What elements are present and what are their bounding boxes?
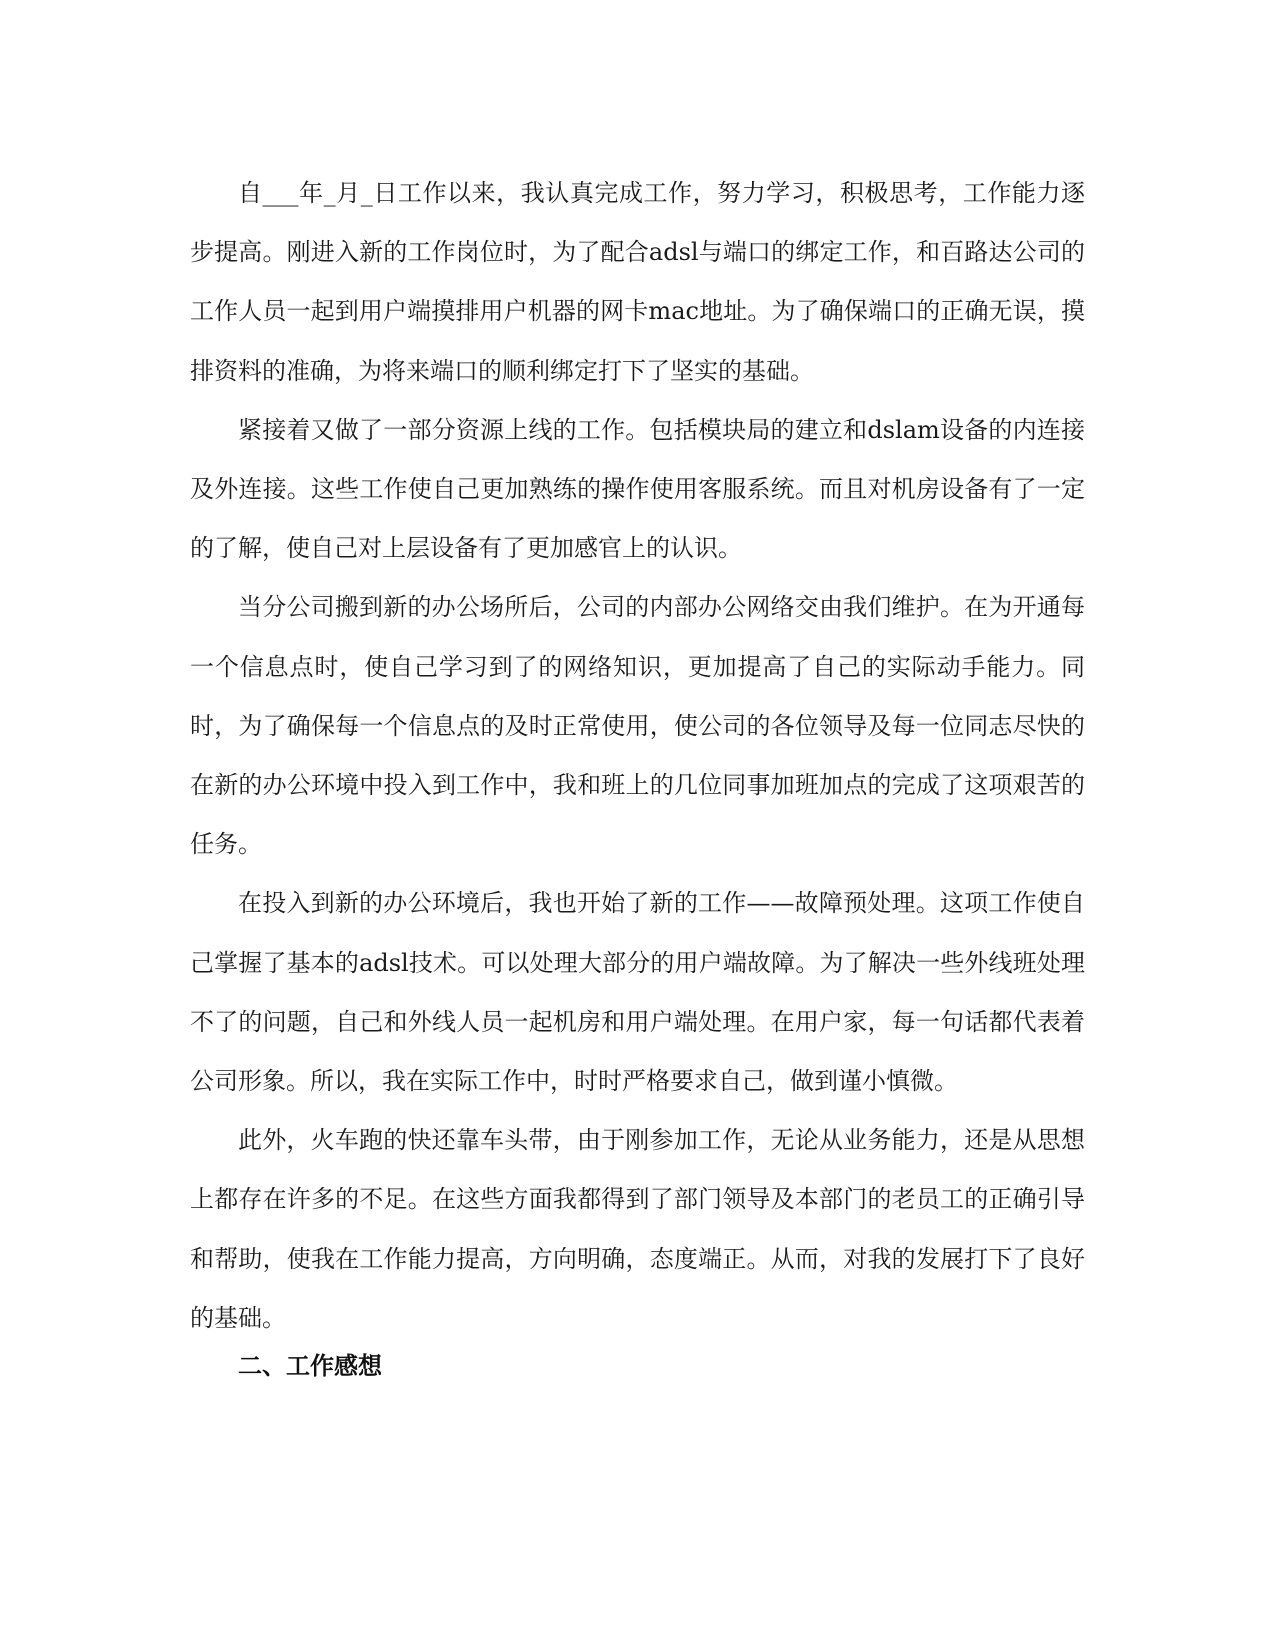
paragraph-2: 紧接着又做了一部分资源上线的工作。包括模块局的建立和dslam设备的内连接及外连接。这些工作使自己更加熟练的操作使用客服系统。而且对机房设备有了一定的了解，使自己对上层设备有了更加感官上的认识。 (190, 415, 1085, 563)
paragraph-3: 当分公司搬到新的办公场所后，公司的内部办公网络交由我们维护。在为开通每一个信息点时，使自己学习到了的网络知识，更加提高了自己的实际动手能力。同时，为了确保每一个信息点的及时正常使用，使公司的各位领导及每一位同志尽快的在新的办公环境中投入到工作中，我和班上的几位同事加班加点的完成了这项艰苦的任务。 (190, 593, 1085, 859)
section-heading: 二、工作感想 (238, 1352, 382, 1380)
paragraph-5: 此外，火车跑的快还靠车头带，由于刚参加工作，无论从业务能力，还是从思想上都存在许多的不足。在这些方面我都得到了部门领导及本部门的老员工的正确引导和帮助，使我在工作能力提高，方向明确，态度端正。从而，对我的发展打下了良好的基础。 (190, 1126, 1085, 1332)
document-body (190, 164, 1085, 1348)
paragraph-1: 自___年_月_日工作以来，我认真完成工作，努力学习，积极思考，工作能力逐步提高。刚进入新的工作岗位时，为了配合adsl与端口的绑定工作，和百路达公司的工作人员一起到用户端摸排用户机器的网卡mac地址。为了确保端口的正确无误，摸排资料的准确，为将来端口的顺利绑定打下了坚实的基础。 (190, 179, 1085, 385)
paragraph-4: 在投入到新的办公环境后，我也开始了新的工作——故障预处理。这项工作使自己掌握了基本的adsl技术。可以处理大部分的用户端故障。为了解决一些外线班处理不了的问题，自己和外线人员一起机房和用户端处理。在用户家，每一句话都代表着公司形象。所以，我在实际工作中，时时严格要求自己，做到谨小慎微。 (190, 889, 1085, 1096)
